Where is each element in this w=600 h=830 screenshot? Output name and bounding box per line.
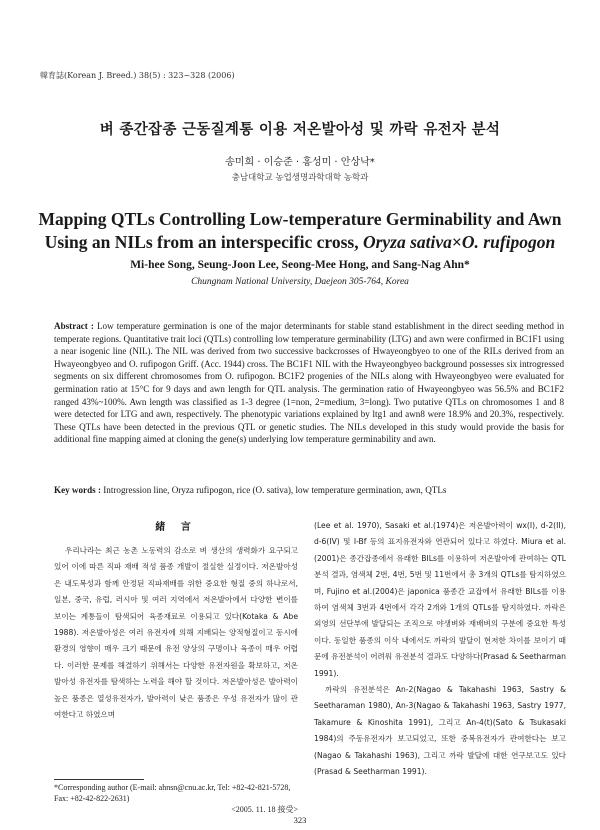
corresponding-author-footnote xyxy=(54,782,298,815)
footnote-divider xyxy=(54,779,144,780)
keywords xyxy=(54,485,564,495)
intro-paragraph-right-2: 까락의 유전분석은 An-2(Nagao & Takahashi 1963, Sastry & Seetharaman 1980), An-3(Nagao & Takahashi 1963, Sastry 1977, Takamure & Kinoshita 1991), 그리고 An-4(t)(Sato & Tsukasaki 1984)의 주동유전자가 보고되었고, 또한 중복유전자가 관여한다는 보고(Nagao & Takahashi 1963), 그리고 까락 발달에 대한 연구보고도 있다(Prasad & Seetharman 1991). xyxy=(314,685,566,777)
left-column xyxy=(54,518,298,723)
journal-citation: 韓育誌(Korean J. Breed.) 38(5) : 323~328 (2006) xyxy=(40,71,235,80)
page-number: 323 xyxy=(293,815,307,825)
cross-symbol: × xyxy=(451,232,462,252)
keywords-label: Key words : xyxy=(54,485,101,495)
section-heading-intro: 緒 言 xyxy=(155,522,197,533)
title-korean: 벼 종간잡종 근동질계통 이용 저온발아성 및 까락 유전자 분석 xyxy=(99,122,501,138)
species-rufipogon: O. rufipogon xyxy=(461,232,556,252)
authors-korean: 송미희 · 이승준 · 홍성미 · 안상낙* xyxy=(225,157,375,168)
keywords-text: Introgression line, Oryza rufipogon, rice (O. sativa), low temperature germination, awn, QTLs xyxy=(103,485,447,495)
species-sativa: Oryza sativa xyxy=(362,232,452,252)
title-english-line2 xyxy=(0,231,600,254)
authors-english: Mi-hee Song, Seung-Joon Lee, Seong-Mee Hong, and Sang-Nag Ahn* xyxy=(130,259,470,271)
abstract-label: Abstract : xyxy=(54,321,94,331)
affiliation-korean: 충남대학교 농업생명과학대학 농학과 xyxy=(231,173,369,183)
title-english-line2-prefix: Using an NILs from an interspecific cross, xyxy=(44,232,363,252)
abstract-text: Low temperature germination is one of the major determinants for stable stand establishment in the direct seeding method in temperate regions. Quantitative trait loci (QTLs) controlling low temperature germinability (LTG) and awn were confirmed in BC1F1 using a near isogenic line (NIL). The NIL was derived from two successive backcrosses of Hwayeongbyeo to one of the RILs derived from an Hwayeongbyeo and O. rufipogon Griff. (Acc. 1944) cross. The BC1F1 NIL with the Hwayeongbyeo background possesses six introgressed segments on six different chromosomes from O. rufipogon. BC1F2 progenies of the NILs along with Hwayeongbyeo were evaluated for germination ratio at 15°C for 9 days and awn length for QTL analysis. The germination ratio of Hwayeongbyeo was 56.5% and BC1F2 ranged 43%~100%. Awn length was classified as 1-3 degree (1=non, 2=medium, 3=long). Two putative QTLs on chromosomes 1 and 8 were detected for LTG and awn, respectively. The phenotypic variations explained by ltg1 and awn8 were 18.9% and 20.3%, respectively. These QTLs have been detected in the previous QTL or genetic studies. The NILs developed in this study would provide the basis for additional fine mapping aimed at cloning the gene(s) underlying low temperature germinability and awn. xyxy=(54,321,564,445)
intro-paragraph-left: 우리나라는 최근 농촌 노동력의 감소로 벼 생산의 생력화가 요구되고 있어 이에 따른 직파 재배 적성 품종 개발이 절실한 실정이다. 저온발아성은 내도복성과 함께 안정된 직파재배를 위한 중요한 형질 중의 하나로서, 일본, 중국, 유럽, 러시아 및 여러 지역에서 저온발아에서 다양한 변이를 보이는 계통들이 탐색되어 육종재료로 이용되고 있다(Kotaka & Abe 1988). 저온발아성은 여러 유전자에 의해 지배되는 양적형질이고 동시에 환경의 영향이 매우 크기 때문에 유전 양상의 구명이나 육종이 매우 어렵다. 이러한 문제를 해결하기 위해서는 다양한 유전자원을 확보하고, 저온발아성 유전자를 탐색하는 노력을 해야 할 것이다. 저온발아성은 발아력이 높은 품종은 열성유전자가, 발아력이 낮은 품종은 우성 유전자가 많이 관여한다고 하였으며 xyxy=(54,546,298,720)
intro-paragraph-right-1: (Lee et al. 1970), Sasaki et al.(1974)은 저온발아력이 wx(I), d-2(II), d-6(IV) 및 I-Bf 등의 표지유전자와 연관되어 있다고 하였다. Miura et al.(2001)은 종간잡종에서 유래한 BILs를 이용하여 저온발아에 관여하는 QTL 분석 결과, 염색체 2번, 4번, 5번 및 11번에서 총 3개의 QTLs를 탐지하였으며, Fujino et al.(2004)은 japonica 품종간 교잡에서 유래한 BILs를 이용하여 염색체 3번과 4번에서 각각 2개와 1개의 QTLs를 탐지하였다. 까락은 외영의 선단부에 발달되는 조직으로 야생벼와 재배벼의 구분에 중요한 특성이다. 동일한 품종의 이삭 내에서도 까락의 발달이 현저한 차이를 보이기 때문에 유전분석이 어려워 유전분석 결과도 다양하다(Prasad & Seetharman 1991). xyxy=(314,521,566,678)
title-english-line1: Mapping QTLs Controlling Low-temperature Germinability and Awn xyxy=(38,209,562,229)
title-english xyxy=(0,208,600,254)
abstract xyxy=(54,320,564,446)
footnote-contact: *Corresponding author (E-mail: ahnsn@cnu.ac.kr, Tel: +82-42-821-5728, Fax: +82-42-822-2631) xyxy=(54,783,291,803)
footnote-received: <2005. 11. 18 接受> xyxy=(231,805,298,814)
right-column xyxy=(314,518,566,781)
affiliation-english: Chungnam National University, Daejeon 305-764, Korea xyxy=(191,277,409,287)
